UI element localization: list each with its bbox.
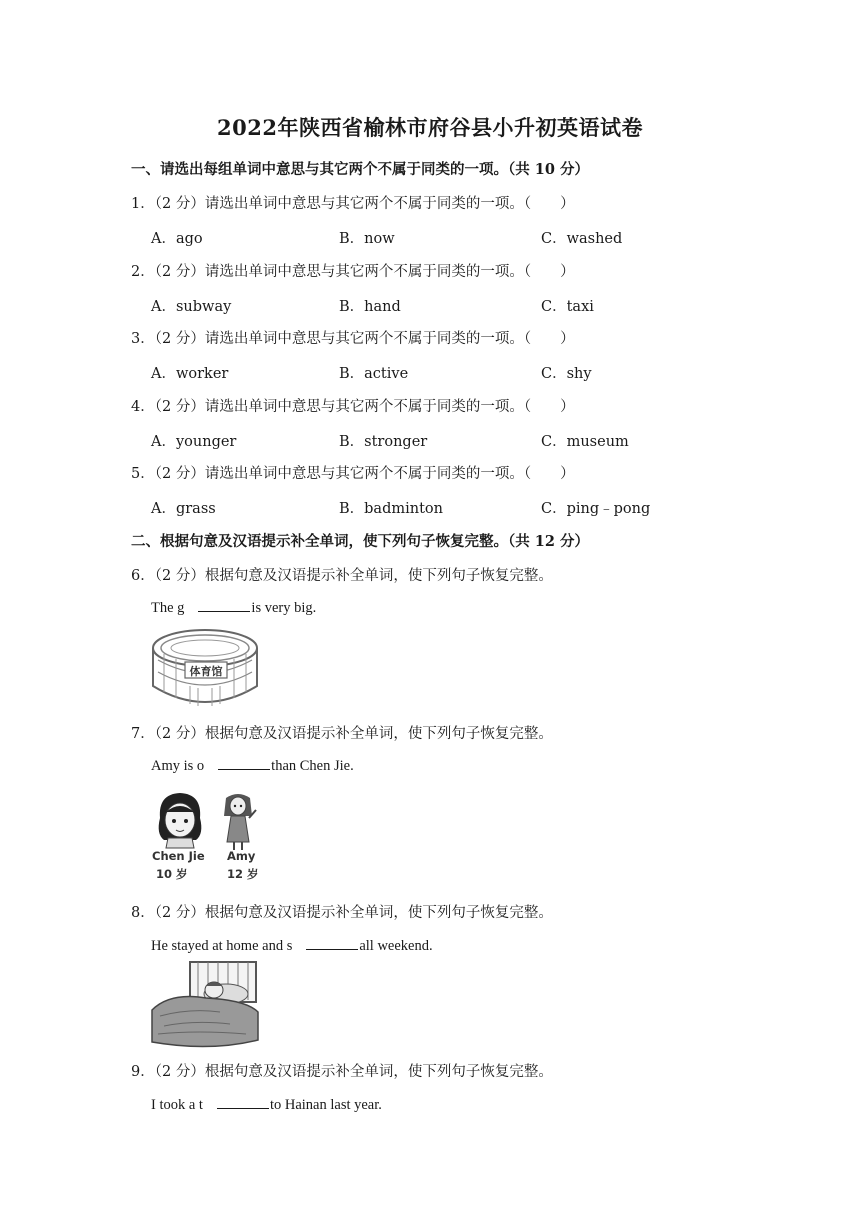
answer-blank[interactable]: [217, 1095, 269, 1109]
gym-stadium-picture: [150, 626, 260, 708]
question-6: [131, 564, 553, 585]
sentence-9: [151, 1095, 382, 1114]
sentence-end: than Chen Jie.: [271, 758, 354, 774]
sentence-start: Amy is o: [151, 758, 205, 774]
sentence-8: [151, 936, 433, 955]
answer-blank[interactable]: [218, 756, 270, 770]
question-2: [131, 260, 575, 281]
section-2-heading: 二、根据句意及汉语提示补全单词，使下列句子恢复完整。（共 12 分）: [131, 533, 590, 550]
option-a: A．grass: [151, 501, 216, 517]
question-number: 6．: [131, 568, 155, 584]
sentence-start: He stayed at home and s: [151, 938, 293, 954]
option-b: B．active: [339, 366, 409, 382]
chen-jie-age: 10 岁: [156, 867, 188, 881]
exam-title: 2022年陕西省榆林市府谷县小升初英语试卷: [217, 115, 643, 140]
question-7: [131, 722, 553, 743]
question-number: 5．: [131, 466, 155, 482]
sentence-end: to Hainan last year.: [269, 1097, 382, 1113]
option-c: C．taxi: [541, 299, 594, 315]
option-a: A．subway: [151, 299, 232, 315]
question-4: [131, 395, 575, 416]
question-3: [131, 327, 575, 348]
section-1-heading: 一、请选出每组单词中意思与其它两个不属于同类的一项。（共 10 分）: [131, 161, 590, 178]
option-c: C．museum: [541, 434, 629, 450]
amy-age: 12 岁: [227, 867, 259, 881]
amy-name: Amy: [227, 849, 256, 863]
question-stem: （2 分）请选出单词中意思与其它两个不属于同类的一项。（ ）: [154, 264, 575, 280]
option-b: B．hand: [339, 299, 401, 315]
question-stem: （2 分）根据句意及汉语提示补全单词，使下列句子恢复完整。: [154, 568, 553, 584]
answer-blank[interactable]: [306, 936, 358, 950]
option-b: B．now: [339, 231, 395, 247]
sentence-6: [151, 598, 316, 617]
question-number: 4．: [131, 399, 155, 415]
age-comparison-picture: [148, 788, 270, 884]
question-number: 9．: [131, 1064, 155, 1080]
question-stem: （2 分）根据句意及汉语提示补全单词，使下列句子恢复完整。: [154, 1064, 553, 1080]
question-stem: （2 分）根据句意及汉语提示补全单词，使下列句子恢复完整。: [154, 905, 553, 921]
question-stem: （2 分）请选出单词中意思与其它两个不属于同类的一项。（ ）: [154, 466, 575, 482]
question-8: [131, 901, 553, 922]
option-c: C．shy: [541, 366, 592, 382]
question-9: [131, 1060, 553, 1081]
question-number: 1．: [131, 196, 155, 212]
option-c: C．washed: [541, 231, 623, 247]
sentence-end: is very big.: [251, 600, 317, 616]
option-b: B．badminton: [339, 501, 443, 517]
option-a: A．worker: [151, 366, 229, 382]
chen-jie-name: Chen Jie: [152, 849, 205, 863]
sentence-start: I took a t: [151, 1097, 203, 1113]
option-a: A．younger: [151, 434, 237, 450]
sleeping-in-bed-picture: [150, 960, 262, 1048]
option-a: A．ago: [151, 231, 203, 247]
question-stem: （2 分）请选出单词中意思与其它两个不属于同类的一项。（ ）: [154, 196, 575, 212]
question-number: 7．: [131, 726, 155, 742]
sentence-end: all weekend.: [359, 938, 433, 954]
question-number: 8．: [131, 905, 155, 921]
sentence-7: [151, 756, 354, 775]
question-number: 2．: [131, 264, 155, 280]
sentence-start: The g: [151, 600, 185, 616]
question-1: [131, 192, 575, 213]
answer-blank[interactable]: [198, 598, 250, 612]
question-number: 3．: [131, 331, 155, 347]
question-stem: （2 分）请选出单词中意思与其它两个不属于同类的一项。（ ）: [154, 399, 575, 415]
option-b: B．stronger: [339, 434, 428, 450]
question-stem: （2 分）请选出单词中意思与其它两个不属于同类的一项。（ ）: [154, 331, 575, 347]
question-5: [131, 462, 575, 483]
option-c: C．ping﹣pong: [541, 501, 651, 517]
gym-sign-text: 体育馆: [189, 665, 223, 678]
question-stem: （2 分）根据句意及汉语提示补全单词，使下列句子恢复完整。: [154, 726, 553, 742]
